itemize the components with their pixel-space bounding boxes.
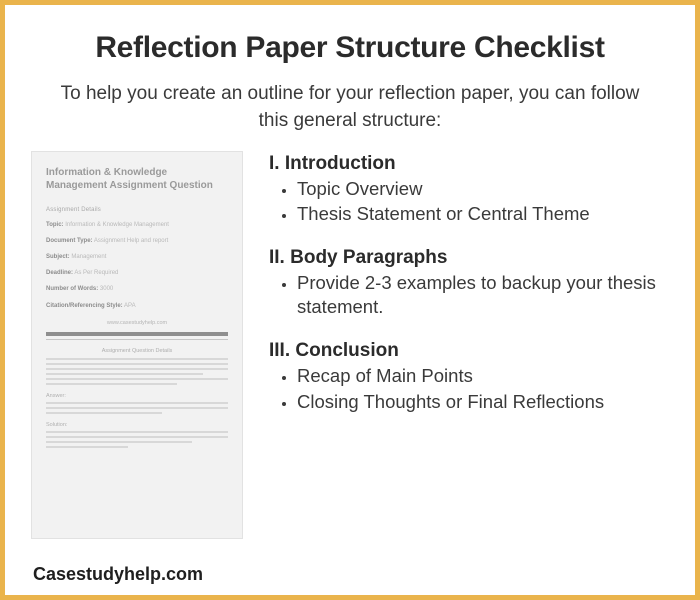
doc-preview-field-label: Document Type: (46, 237, 93, 244)
doc-preview-field-label: Deadline: (46, 270, 74, 277)
doc-preview-field-value: As Per Required (74, 270, 119, 277)
doc-preview-link: www.casestudyhelp.com (106, 319, 168, 326)
doc-preview-field (46, 238, 228, 245)
doc-preview-field-label: Number of Words: (46, 286, 99, 293)
doc-preview-field-label: Subject: (46, 253, 70, 260)
doc-preview-text-lines (46, 358, 228, 385)
document-preview (31, 151, 243, 539)
doc-preview-field-value: Information & Knowledge Management (65, 221, 169, 228)
doc-preview-field-value: APA (124, 302, 136, 309)
list-item: • Closing Thoughts or Final Reflections (297, 390, 669, 415)
list-item: • Topic Overview (297, 177, 669, 202)
doc-preview-text-lines (46, 402, 228, 414)
doc-preview-field (46, 270, 228, 277)
outline-list (269, 151, 669, 416)
content-area (31, 151, 669, 558)
doc-preview-small-label: Answer: (46, 392, 66, 399)
list-item: • Recap of Main Points (297, 364, 669, 389)
doc-preview-title: Information & Knowledge Management Assignment Question (46, 166, 213, 192)
list-item: • Provide 2-3 examples to backup your thesis statement. (297, 271, 669, 320)
doc-preview-section-label: Assignment Details (46, 206, 101, 213)
doc-preview-field (46, 303, 228, 310)
doc-preview-field-label: Topic: (46, 221, 64, 228)
doc-preview-field-value: Assignment Help and report (93, 237, 169, 244)
outline-section-points (273, 364, 669, 414)
doc-preview-small-label: Solution: (46, 421, 68, 428)
doc-preview-block-heading: Assignment Question Details (101, 347, 173, 354)
outline-section-heading: I. Introduction (269, 152, 396, 174)
outline-section-heading: III. Conclusion (269, 339, 399, 361)
outline-section-heading: II. Body Paragraphs (269, 246, 448, 268)
doc-preview-field-value: Management (71, 253, 107, 260)
doc-preview-divider (46, 339, 228, 340)
doc-preview-text-lines (46, 431, 228, 448)
page-subtitle: To help you create an outline for your reflection paper, you can follow this general structure: (60, 82, 640, 132)
brand-footer: Casestudyhelp.com (33, 564, 204, 584)
doc-preview-divider (46, 332, 228, 336)
outline-section-points (273, 271, 669, 320)
outline-section-points (273, 177, 669, 227)
doc-preview-field (46, 286, 228, 293)
doc-preview-field-label: Citation/Referencing Style: (46, 302, 123, 309)
doc-preview-field (46, 222, 228, 229)
list-item: • Thesis Statement or Central Theme (297, 202, 669, 227)
page-title: Reflection Paper Structure Checklist (95, 31, 605, 64)
doc-preview-field (46, 254, 228, 261)
doc-preview-field-value: 3000 (99, 286, 114, 293)
